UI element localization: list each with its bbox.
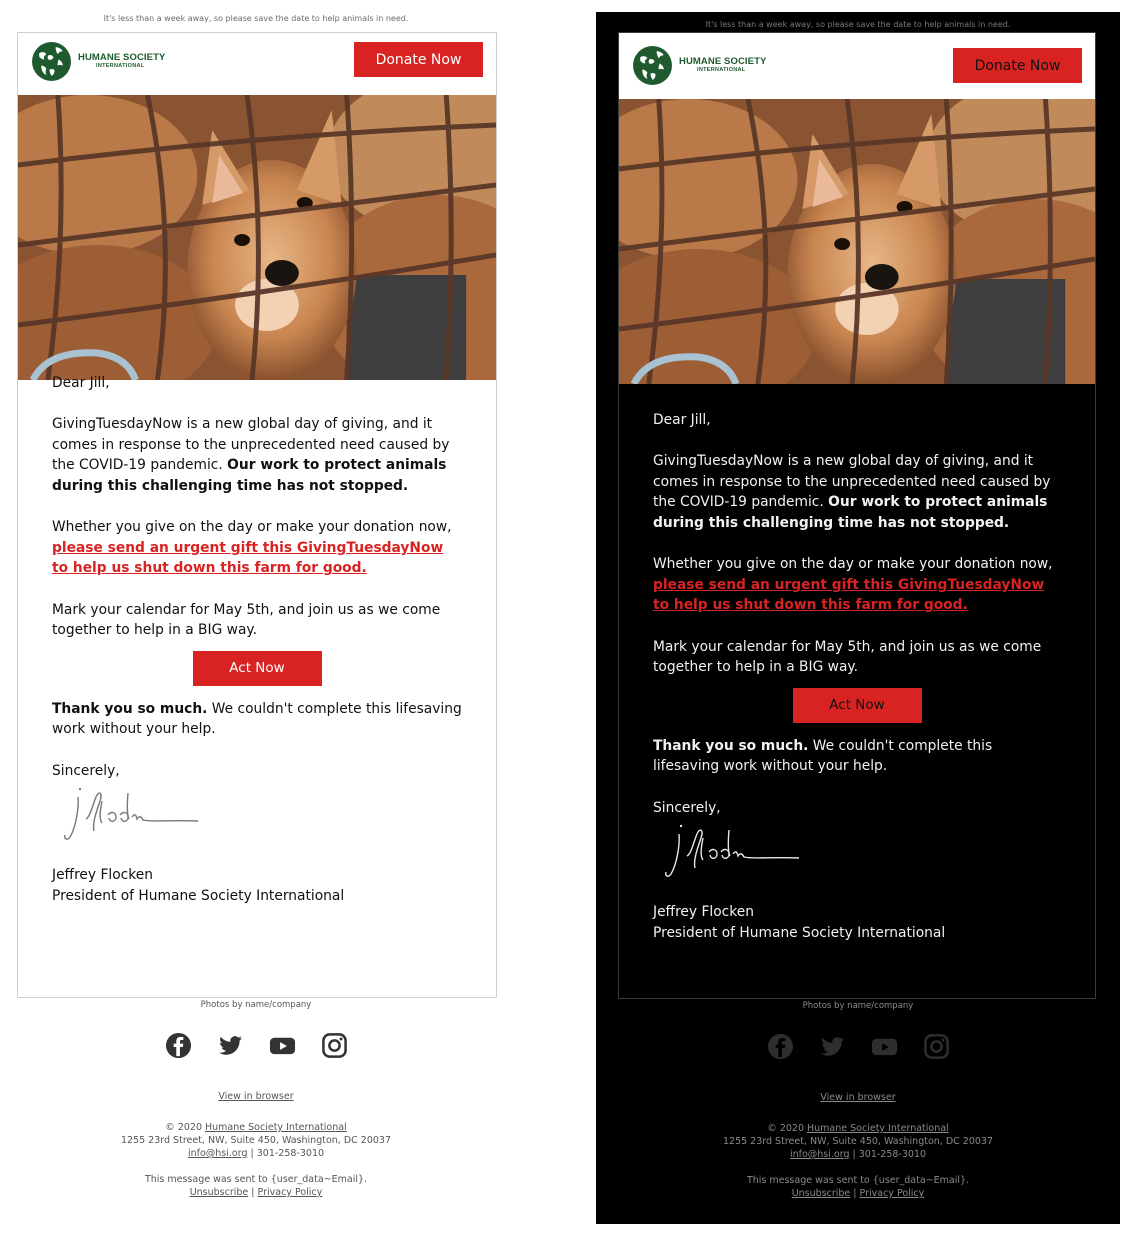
paragraph-thanks: Thank you so much. We couldn't complete this lifesaving work without your help.	[52, 700, 462, 738]
org-link[interactable]: Humane Society International	[205, 1122, 347, 1133]
closing: Sincerely,	[52, 762, 120, 779]
sent-to-line: This message was sent to {user_data~Email}.	[144, 1174, 368, 1185]
copyright-line: © 2020 Humane Society International	[165, 1122, 347, 1133]
email-header	[619, 33, 1095, 100]
social-links	[596, 1033, 1120, 1060]
org-link[interactable]: Humane Society International	[807, 1123, 949, 1134]
legal-links: Unsubscribe | Privacy Policy	[791, 1188, 925, 1199]
paragraph-intro: GivingTuesdayNow is a new global day of giving, and it comes in response to the unprecedented need caused by the COVID-19 pandemic. Our work to protect animals during this challenging time has not stopped.	[653, 453, 1051, 531]
email-link[interactable]: info@hsi.org	[187, 1148, 248, 1159]
paragraph-thanks: Thank you so much. We couldn't complete this lifesaving work without your help.	[653, 737, 993, 775]
hero-dog-photo[interactable]	[619, 99, 1095, 384]
address-line: 1255 23rd Street, NW, Suite 450, Washington, DC 20037	[120, 1135, 392, 1146]
footer	[596, 1091, 1120, 1200]
instagram-icon[interactable]	[321, 1032, 348, 1059]
caged-dog-photo	[18, 95, 496, 380]
urgent-gift-link[interactable]: please send an urgent gift this GivingTuesdayNow to help us shut down this farm for good.	[653, 576, 1045, 614]
logo-name: HUMANE SOCIETY	[78, 52, 166, 63]
preheader-text: It's less than a week away, so please save the date to help animals in need.	[103, 14, 409, 23]
urgent-gift-link[interactable]: please send an urgent gift this GivingTuesdayNow to help us shut down this farm for good.	[52, 539, 444, 577]
legal-links: Unsubscribe | Privacy Policy	[189, 1187, 323, 1198]
email-link[interactable]: info@hsi.org	[789, 1149, 850, 1160]
intro-emphasis: Our work to protect animals during this challenging time has not stopped.	[653, 494, 1048, 531]
globe-animals-icon	[632, 45, 673, 86]
hero-dog-photo[interactable]	[18, 95, 496, 380]
letter-body	[52, 373, 462, 906]
letter-body	[653, 410, 1061, 943]
view-in-browser-link[interactable]: View in browser	[218, 1091, 294, 1102]
paragraph-calendar: Mark your calendar for May 5th, and join us as we come together to help in a BIG way.	[52, 601, 441, 639]
phone-number: 301-258-3010	[858, 1149, 927, 1160]
act-now-button[interactable]: Act Now	[193, 651, 322, 686]
closing: Sincerely,	[653, 799, 721, 816]
copyright-line: © 2020 Humane Society International	[767, 1123, 949, 1134]
signer-name: Jeffrey Flocken	[653, 904, 754, 921]
handwritten-signature	[657, 816, 807, 886]
contact-line: info@hsi.org | 301-258-3010	[789, 1149, 927, 1160]
signature-image	[52, 775, 462, 865]
logo-subname: INTERNATIONAL	[697, 66, 746, 73]
greeting: Dear Jill,	[653, 412, 711, 428]
social-links	[0, 1032, 512, 1059]
signer-title: President of Humane Society International	[52, 887, 345, 904]
view-in-browser-link[interactable]: View in browser	[820, 1092, 896, 1103]
twitter-icon[interactable]	[217, 1032, 244, 1059]
donate-now-button[interactable]: Donate Now	[354, 42, 483, 77]
facebook-icon[interactable]	[767, 1033, 794, 1060]
paragraph-intro: GivingTuesdayNow is a new global day of giving, and it comes in response to the unprecedented need caused by the COVID-19 pandemic. Our work to protect animals during this challenging time has not stopped.	[52, 416, 450, 494]
phone-number: 301-258-3010	[256, 1148, 325, 1159]
facebook-icon[interactable]	[165, 1032, 192, 1059]
unsubscribe-link[interactable]: Unsubscribe	[791, 1188, 851, 1199]
youtube-icon[interactable]	[871, 1033, 898, 1060]
dark-mode-email-preview	[596, 12, 1120, 1224]
greeting: Dear Jill,	[52, 375, 110, 391]
signature-image	[653, 812, 1061, 902]
email-card	[17, 32, 497, 998]
signer-title: President of Humane Society International	[653, 924, 946, 941]
photo-credit: Photos by name/company	[802, 1001, 914, 1011]
act-now-button[interactable]: Act Now	[793, 688, 922, 723]
youtube-icon[interactable]	[269, 1032, 296, 1059]
paragraph-appeal: Whether you give on the day or make your donation now, please send an urgent gift this GivingTuesdayNow to help us shut down this farm for good.	[52, 519, 452, 577]
logo-subname: INTERNATIONAL	[96, 62, 145, 69]
globe-animals-icon	[31, 41, 72, 82]
light-mode-email-preview	[0, 0, 512, 1236]
handwritten-signature	[56, 779, 206, 849]
twitter-icon[interactable]	[819, 1033, 846, 1060]
privacy-policy-link[interactable]: Privacy Policy	[257, 1187, 323, 1198]
email-card	[618, 32, 1096, 999]
signer-name: Jeffrey Flocken	[52, 867, 153, 884]
donate-now-button[interactable]: Donate Now	[953, 48, 1082, 83]
footer	[0, 1090, 512, 1199]
paragraph-calendar: Mark your calendar for May 5th, and join us as we come together to help in a BIG way.	[653, 638, 1042, 676]
instagram-icon[interactable]	[923, 1033, 950, 1060]
preheader-text: It's less than a week away, so please save the date to help animals in need.	[705, 20, 1011, 29]
caged-dog-photo	[619, 99, 1095, 384]
unsubscribe-link[interactable]: Unsubscribe	[189, 1187, 249, 1198]
photo-credit: Photos by name/company	[200, 1000, 312, 1010]
contact-line: info@hsi.org | 301-258-3010	[187, 1148, 325, 1159]
logo-name: HUMANE SOCIETY	[679, 56, 767, 67]
sent-to-line: This message was sent to {user_data~Email}.	[746, 1175, 970, 1186]
hsi-logo[interactable]	[31, 39, 165, 83]
paragraph-appeal: Whether you give on the day or make your donation now, please send an urgent gift this GivingTuesdayNow to help us shut down this farm for good.	[653, 556, 1053, 614]
privacy-policy-link[interactable]: Privacy Policy	[859, 1188, 925, 1199]
address-line: 1255 23rd Street, NW, Suite 450, Washington, DC 20037	[722, 1136, 994, 1147]
hsi-logo[interactable]	[632, 43, 766, 87]
email-header	[18, 33, 496, 96]
intro-emphasis: Our work to protect animals during this challenging time has not stopped.	[52, 457, 447, 494]
